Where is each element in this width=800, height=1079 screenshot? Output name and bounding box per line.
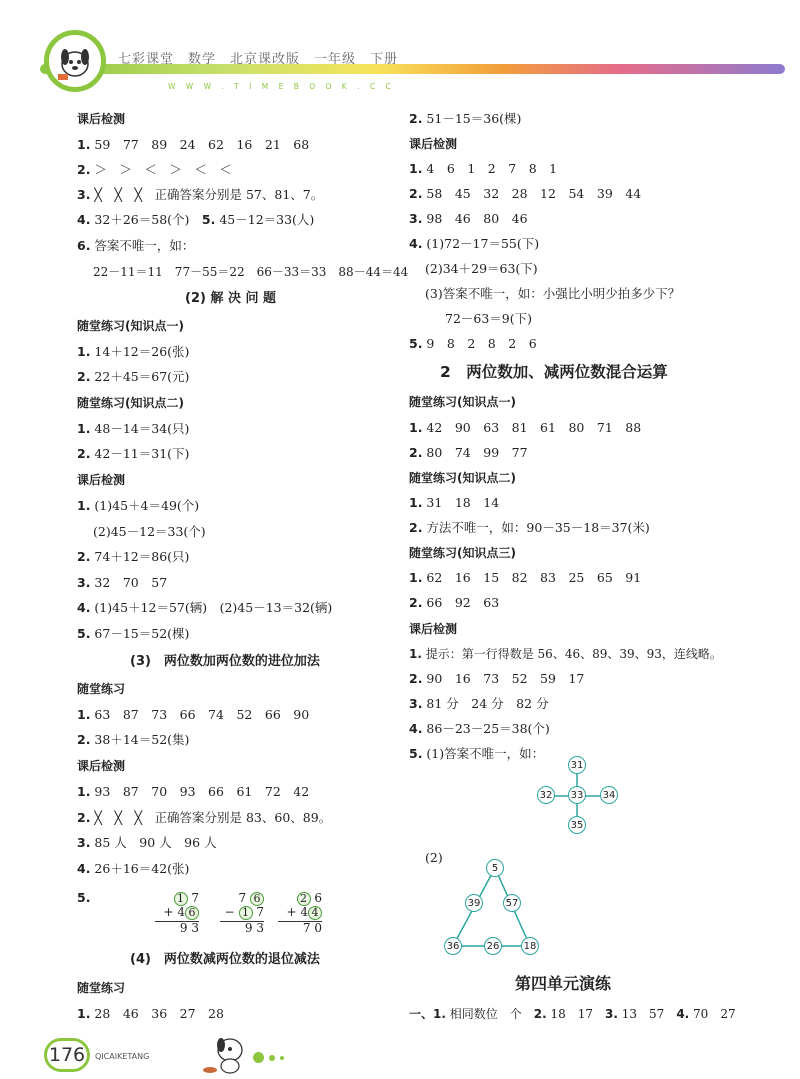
- item-number: 6.: [77, 238, 91, 253]
- answer-text: 48－14＝34(只): [90, 421, 190, 436]
- item-number: 5.: [201, 212, 216, 227]
- answer-line: [409, 445, 528, 461]
- cross-node-top: 31: [568, 756, 586, 774]
- answer-line: [77, 1006, 224, 1022]
- answer-text: (1)72－17＝55(下): [422, 236, 540, 251]
- item-number: 1.: [77, 784, 91, 799]
- arith-digit: 9 3: [155, 921, 199, 934]
- section-label: 课后检测: [77, 759, 126, 773]
- answer-text: 32＋26＝58(个): [90, 212, 202, 227]
- vertical-addition: [155, 892, 199, 935]
- answer-text: 9 8 2 8 2 6: [422, 336, 537, 351]
- item-number: 4.: [409, 236, 423, 251]
- answer-line: [77, 810, 331, 826]
- answer-text: 提示：第一行得数是 56、46、89、39、93，连线略。: [421, 647, 722, 661]
- answer-line: (2)34＋29＝63(下): [425, 261, 538, 276]
- item-number: 2.: [409, 111, 423, 126]
- page-number: 176: [44, 1038, 90, 1072]
- answer-line: [77, 600, 332, 616]
- answer-text: 相同数位 个: [445, 1007, 534, 1021]
- answer-text: 18 17: [546, 1007, 606, 1021]
- answer-line: [77, 626, 189, 642]
- circled-digit: 1: [239, 906, 253, 920]
- answer-line: 72－63＝9(下): [445, 311, 533, 326]
- answer-text: 14＋12＝26(张): [90, 344, 190, 359]
- answer-text: 63 87 73 66 74 52 66 90: [90, 707, 310, 722]
- item-number: 2.: [409, 520, 423, 535]
- section-label: 随堂练习(知识点三): [409, 546, 516, 560]
- answer-line: [77, 549, 189, 565]
- answer-line: [409, 671, 584, 687]
- answer-text: (1)45＋12＝57(辆) (2)45－13＝32(辆): [90, 600, 333, 615]
- answer-line: [77, 369, 189, 385]
- item-number: 2.: [409, 186, 423, 201]
- answer-text: 42 90 63 81 61 80 71 88: [422, 420, 642, 435]
- answer-line: [77, 212, 314, 228]
- decor-dot: [280, 1056, 284, 1060]
- item-number: 1.: [77, 707, 91, 722]
- answer-line: [409, 595, 499, 611]
- answer-text: 93 87 70 93 66 61 72 42: [90, 784, 310, 799]
- circled-digit: 4: [308, 906, 322, 920]
- answer-line: [409, 111, 521, 127]
- circled-digit: 6: [250, 892, 264, 906]
- answer-text: 62 16 15 82 83 25 65 91: [422, 570, 642, 585]
- item-number: 5.: [409, 336, 423, 351]
- triangle-node-bottom-mid: 26: [484, 937, 502, 955]
- answer-text: 70 27: [689, 1007, 736, 1021]
- item-number: 1.: [409, 647, 422, 661]
- item-number: 1.: [409, 495, 423, 510]
- item-number: 2.: [409, 445, 423, 460]
- triangle-node-bottom-left: 36: [444, 937, 462, 955]
- answer-text: 28 46 36 27 28: [90, 1006, 224, 1021]
- item-number: 2.: [77, 162, 91, 177]
- cross-node-center: 33: [568, 786, 586, 804]
- answer-line: (3)答案不唯一，如：小强比小明少拍多少下？: [425, 286, 681, 301]
- item-number: 1.: [409, 420, 423, 435]
- answer-text: 45－12＝33(人): [215, 212, 315, 227]
- item-number: 3.: [77, 575, 91, 590]
- item-number: 2.: [77, 810, 91, 825]
- answer-line: [77, 861, 189, 877]
- item-number: 2.: [533, 1007, 547, 1021]
- answer-line: [409, 520, 650, 536]
- arith-digit: + 4: [286, 905, 308, 919]
- item-number: 4.: [676, 1007, 690, 1021]
- item-number: 1.: [77, 421, 91, 436]
- answer-line: [77, 575, 167, 591]
- answer-text: 方法不唯一，如：90－35－18＝37(米): [422, 520, 650, 535]
- section-label: 课后检测: [77, 473, 126, 487]
- arith-digit: [278, 906, 322, 920]
- item-number: 1.: [77, 498, 91, 513]
- section-label: 随堂练习(知识点一): [409, 395, 516, 409]
- arith-digit: [278, 892, 322, 906]
- section-heading: 2 两位数加、减两位数混合运算: [440, 363, 668, 381]
- answer-line: [77, 187, 323, 203]
- section-label: 随堂练习(知识点二): [409, 471, 516, 485]
- item-number: 4.: [77, 600, 91, 615]
- triangle-node-top: 5: [486, 859, 504, 877]
- arith-digit: [220, 906, 264, 920]
- answer-line: [77, 137, 309, 153]
- arith-digit: −: [224, 905, 239, 919]
- answer-text: (1)45＋4＝49(个): [90, 498, 200, 513]
- answer-line: [77, 835, 217, 851]
- answer-line: [77, 707, 309, 723]
- section-heading: (2) 解 决 问 题: [185, 291, 277, 306]
- answer-text: 26＋16＝42(张): [90, 861, 190, 876]
- answer-text: 42－11＝31(下): [90, 446, 190, 461]
- arith-digit: [220, 892, 264, 906]
- item-number: 3.: [409, 696, 423, 711]
- answer-text: (1)答案不唯一，如：: [422, 746, 545, 761]
- item-number: 4.: [409, 721, 423, 736]
- footer-brand: QICAIKETANG: [95, 1052, 150, 1061]
- item-number: 4.: [77, 212, 91, 227]
- answer-line: [409, 646, 722, 662]
- answer-line: [409, 696, 549, 712]
- answer-text: 85 人 90 人 96 人: [90, 835, 217, 850]
- item-number: 3.: [409, 211, 423, 226]
- item-number: 2.: [409, 595, 423, 610]
- item-number: 1.: [77, 1006, 91, 1021]
- triangle-node-mid-right: 57: [503, 894, 521, 912]
- cross-node-bottom: 35: [568, 816, 586, 834]
- answer-text: 22＋45＝67(元): [90, 369, 190, 384]
- answer-text: 74＋12＝86(只): [90, 549, 190, 564]
- answer-line: [409, 495, 499, 511]
- item-number: 2.: [77, 369, 91, 384]
- header-title: 七彩课堂 数学 北京课改版 一年级 下册: [118, 52, 399, 67]
- triangle-node-mid-left: 39: [465, 894, 483, 912]
- answer-text: 86－23－25＝38(个): [422, 721, 550, 736]
- answer-text: 58 45 32 28 12 54 39 44: [422, 186, 642, 201]
- arith-digit: + 4: [163, 905, 185, 919]
- answer-line: [77, 498, 199, 514]
- answer-text: 66 92 63: [422, 595, 500, 610]
- arith-digit: 7: [252, 905, 264, 919]
- answer-text: 32 70 57: [90, 575, 168, 590]
- answer-line: [409, 236, 539, 252]
- answer-text: 67－15＝52(棵): [90, 626, 190, 641]
- item-number: 1.: [409, 161, 423, 176]
- answer-line: [409, 186, 641, 202]
- section-heading: (4) 两位数减两位数的退位减法: [130, 952, 320, 967]
- answer-text: 答案不唯一，如：: [90, 238, 195, 253]
- cross-node-left: 32: [537, 786, 555, 804]
- answer-line: [77, 421, 189, 437]
- circled-digit: 1: [174, 892, 188, 906]
- section-label: 随堂练习(知识点一): [77, 319, 184, 333]
- item-number: 5.: [77, 626, 91, 641]
- answer-text: 90 16 73 52 59 17: [422, 671, 585, 686]
- triangle-node-bottom-right: 18: [521, 937, 539, 955]
- answer-text: 98 46 80 46: [422, 211, 528, 226]
- answer-line: [409, 721, 550, 737]
- header-url: W W W . T I M E B O O K . C C: [168, 82, 395, 91]
- mascot-icon: [200, 1030, 250, 1076]
- answer-line: [409, 746, 544, 762]
- dog-mascot-icon: [52, 38, 98, 84]
- answer-text: 81 分 24 分 82 分: [422, 696, 549, 711]
- logo: [44, 30, 106, 92]
- item-number: 2.: [77, 549, 91, 564]
- arith-digit: [155, 906, 199, 920]
- answer-line: [77, 890, 90, 906]
- answer-line: [409, 1006, 736, 1022]
- section-label: 随堂练习: [77, 981, 126, 995]
- arith-digit: 9 3: [220, 921, 264, 934]
- item-number: 3.: [605, 1007, 618, 1021]
- circled-digit: 2: [297, 892, 311, 906]
- arith-digit: 7 0: [278, 921, 322, 934]
- answer-line: [409, 336, 537, 352]
- answer-line: [77, 344, 189, 360]
- section-label: 课后检测: [77, 112, 126, 126]
- answer-line: [77, 732, 189, 748]
- cross-node-right: 34: [600, 786, 618, 804]
- answer-line: [77, 446, 189, 462]
- arith-digit: [155, 892, 199, 906]
- answer-text: ╳ ╳ ╳ 正确答案分别是 57、81、7。: [90, 187, 324, 202]
- answer-line: [409, 211, 528, 227]
- item-number: 4.: [77, 861, 91, 876]
- answer-line: [409, 570, 641, 586]
- answer-line: (2): [425, 850, 443, 865]
- item-number: 3.: [77, 187, 91, 202]
- item-number: 2.: [409, 671, 423, 686]
- answer-text: 4 6 1 2 7 8 1: [422, 161, 558, 176]
- section-label: 课后检测: [409, 622, 458, 636]
- section-label: 随堂练习(知识点二): [77, 396, 184, 410]
- item-number: 5.: [409, 746, 423, 761]
- answer-text: 13 57: [617, 1007, 677, 1021]
- item-number: 1.: [77, 344, 91, 359]
- vertical-subtraction: [220, 892, 264, 935]
- answer-line: [77, 238, 194, 254]
- answer-line: [77, 784, 309, 800]
- decor-dot: [253, 1052, 264, 1063]
- answer-line: [409, 161, 557, 177]
- item-number: 2.: [77, 732, 91, 747]
- decor-dot: [269, 1055, 275, 1061]
- answer-text: ＞ ＞ ＜ ＞ ＜ ＜: [90, 162, 232, 177]
- answer-line: [77, 162, 232, 178]
- item-number: 一、1.: [409, 1007, 446, 1021]
- answer-text: 31 18 14: [422, 495, 500, 510]
- answer-text: 51－15＝36(棵): [422, 111, 522, 126]
- arith-digit: 6: [314, 891, 322, 905]
- answer-text: 80 74 99 77: [422, 445, 528, 460]
- answer-text: 38＋14＝52(集): [90, 732, 190, 747]
- unit-review-heading: 第四单元演练: [515, 974, 612, 993]
- item-number: 2.: [77, 446, 91, 461]
- circled-digit: 6: [185, 906, 199, 920]
- vertical-addition: [278, 892, 322, 935]
- answer-text: 59 77 89 24 62 16 21 68: [90, 137, 310, 152]
- answer-line: (2)45－12＝33(个): [93, 524, 206, 539]
- section-label: 随堂练习: [77, 682, 126, 696]
- section-heading: (3) 两位数加两位数的进位加法: [130, 654, 320, 669]
- arith-digit: 7: [238, 891, 247, 905]
- item-number: 1.: [409, 570, 423, 585]
- arith-digit: 7: [191, 891, 199, 905]
- item-number: 1.: [77, 137, 91, 152]
- answer-line: 22－11＝11 77－55＝22 66－33＝33 88－44＝44: [93, 265, 409, 279]
- item-number: 5.: [77, 890, 91, 905]
- section-label: 课后检测: [409, 137, 458, 151]
- item-number: 3.: [77, 835, 91, 850]
- answer-text: ╳ ╳ ╳ 正确答案分别是 83、60、89。: [90, 810, 332, 825]
- answer-line: [409, 420, 641, 436]
